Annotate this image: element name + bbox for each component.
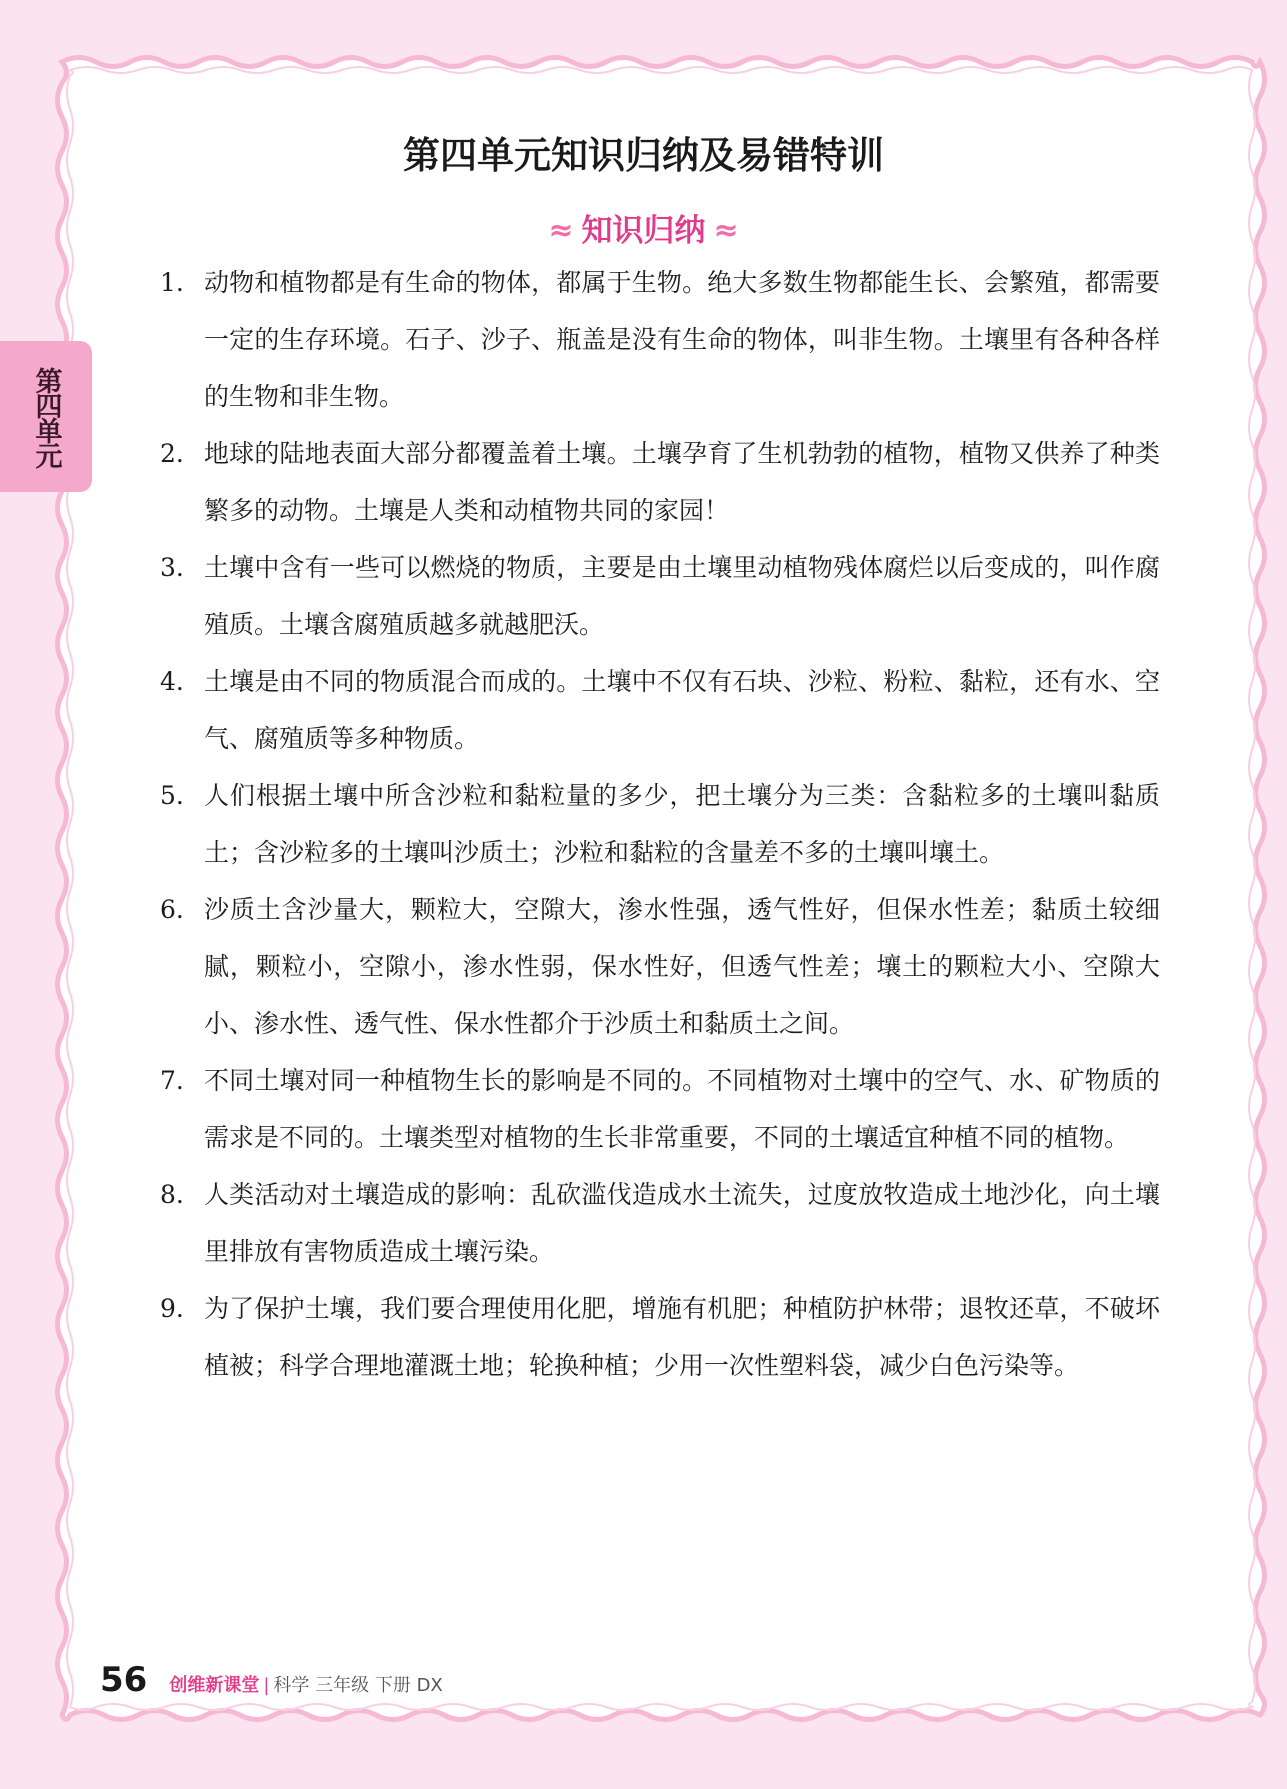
item-text: 地球的陆地表面大部分都覆盖着土壤。土壤孕育了生机勃勃的植物，植物又供养了种类繁多的动物。土壤是人类和动植物共同的家园！ [204, 439, 1160, 525]
item-number: 4. [160, 667, 184, 696]
section-heading-label: 知识归纳 [581, 213, 706, 249]
item-number: 8. [160, 1180, 184, 1209]
book-info: 科学 三年级 下册 DX [273, 1675, 443, 1696]
section-heading [0, 205, 1287, 250]
list-item [160, 539, 1160, 653]
item-number: 6. [160, 895, 184, 924]
list-item [160, 653, 1160, 767]
footer-divider: | [263, 1675, 270, 1696]
knowledge-list [160, 254, 1160, 1394]
page-title: 第四单元知识归纳及易错特训 [403, 134, 884, 177]
item-number: 2. [160, 439, 184, 468]
list-item [160, 1280, 1160, 1394]
item-text: 不同土壤对同一种植物生长的影响是不同的。不同植物对土壤中的空气、水、矿物质的需求是不同的。土壤类型对植物的生长非常重要，不同的土壤适宜种植不同的植物。 [204, 1066, 1160, 1152]
brand-name: 创维新课堂 [169, 1675, 260, 1696]
list-item [160, 767, 1160, 881]
item-number: 3. [160, 553, 184, 582]
list-item [160, 254, 1160, 425]
item-text: 土壤中含有一些可以燃烧的物质，主要是由土壤里动植物残体腐烂以后变成的，叫作腐殖质。土壤含腐殖质越多就越肥沃。 [204, 553, 1160, 639]
item-text: 土壤是由不同的物质混合而成的。土壤中不仅有石块、沙粒、粉粒、黏粒，还有水、空气、腐殖质等多种物质。 [204, 667, 1160, 753]
page-footer [100, 1660, 443, 1700]
item-text: 为了保护土壤，我们要合理使用化肥，增施有机肥；种植防护林带；退牧还草，不破坏植被；科学合理地灌溉土地；轮换种植；少用一次性塑料袋，减少白色污染等。 [204, 1294, 1160, 1380]
item-number: 1. [160, 268, 184, 297]
list-item [160, 1166, 1160, 1280]
item-number: 5. [160, 781, 184, 810]
item-text: 人类活动对土壤造成的影响：乱砍滥伐造成水土流失，过度放牧造成土地沙化，向土壤里排放有害物质造成土壤污染。 [204, 1180, 1160, 1266]
item-number: 9. [160, 1294, 184, 1323]
wave-icon: ≈ [548, 213, 574, 248]
item-text: 动物和植物都是有生命的物体，都属于生物。绝大多数生物都能生长、会繁殖，都需要一定的生存环境。石子、沙子、瓶盖是没有生命的物体，叫非生物。土壤里有各种各样的生物和非生物。 [204, 268, 1160, 411]
page-number: 56 [100, 1660, 148, 1700]
list-item [160, 1052, 1160, 1166]
unit-side-tab-label: 第四单元 [30, 366, 62, 467]
item-number: 7. [160, 1066, 184, 1095]
wave-icon: ≈ [713, 213, 739, 248]
list-item [160, 425, 1160, 539]
unit-side-tab [0, 341, 92, 492]
list-item [160, 881, 1160, 1052]
item-text: 沙质土含沙量大，颗粒大，空隙大，渗水性强，透气性好，但保水性差；黏质土较细腻，颗粒小，空隙小，渗水性弱，保水性好，但透气性差；壤土的颗粒大小、空隙大小、渗水性、透气性、保水性都介于沙质土和黏质土之间。 [204, 895, 1160, 1038]
item-text: 人们根据土壤中所含沙粒和黏粒量的多少，把土壤分为三类：含黏粒多的土壤叫黏质土；含沙粒多的土壤叫沙质土；沙粒和黏粒的含量差不多的土壤叫壤土。 [204, 781, 1160, 867]
